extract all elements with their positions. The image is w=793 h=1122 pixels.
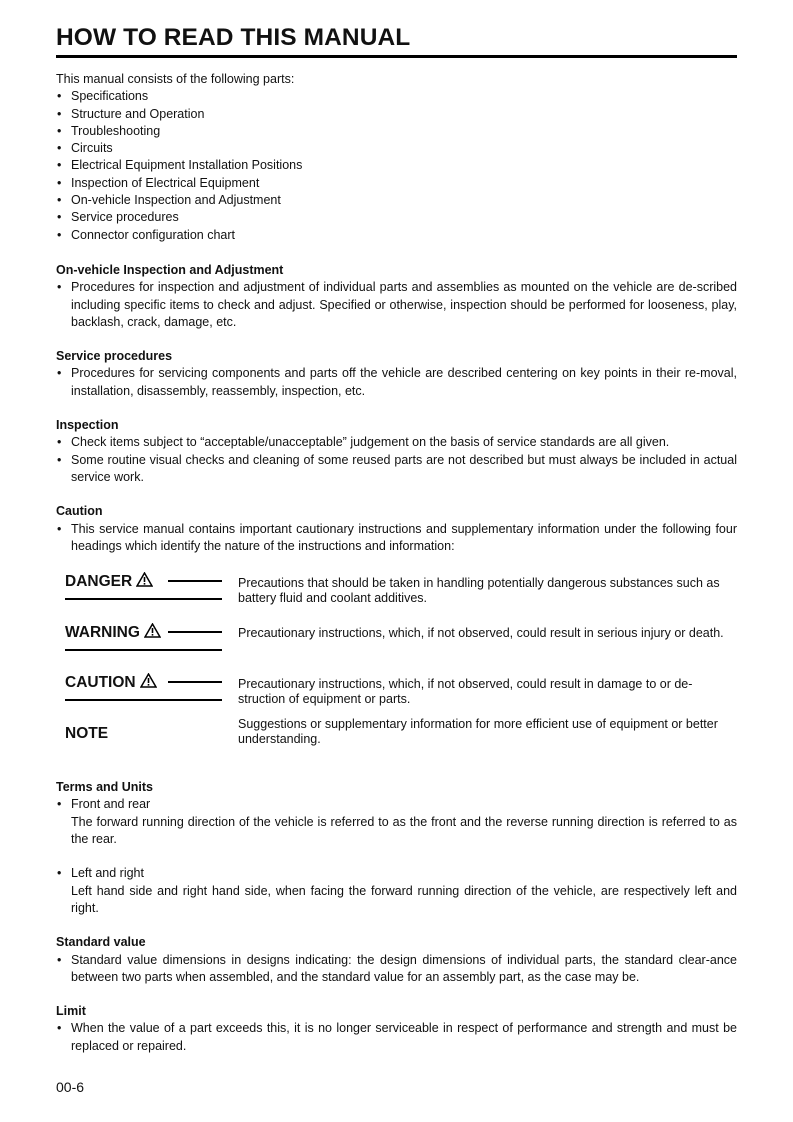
page-title: HOW TO READ THIS MANUAL: [56, 24, 411, 51]
warning-triangle-icon: [140, 673, 157, 688]
list-item: [56, 865, 737, 917]
note-description: Suggestions or supplementary information for more efficient use of equipment or better understanding.: [238, 717, 718, 747]
warning-label-text: WARNING: [65, 624, 140, 642]
section-heading-terms: Terms and Units: [56, 780, 154, 795]
section-heading-on-vehicle: On-vehicle Inspection and Adjustment: [56, 262, 284, 277]
list-item: • When the value of a part exceeds this, it is no longer serviceable in respect of performance and strength and must be replaced or repaired.: [56, 1020, 737, 1055]
list-item: • Some routine visual checks and cleaning of some reused parts are not described but must always be included in actual service work.: [56, 452, 737, 487]
list-item: [56, 796, 737, 865]
limit-list: [56, 1020, 737, 1055]
legend-rule: [65, 598, 222, 600]
danger-description: Precautions that should be taken in handling potentially dangerous substances such as battery fluid and coolant additives.: [238, 576, 720, 606]
page-number: 00-6: [56, 1079, 85, 1095]
list-item: • Electrical Equipment Installation Positions: [56, 157, 737, 174]
legend-rule: [168, 681, 222, 683]
section-heading-standard: Standard value: [56, 935, 146, 950]
warning-description: Precautionary instructions, which, if not observed, could result in serious injury or death.: [238, 626, 724, 641]
list-item: • Inspection of Electrical Equipment: [56, 175, 737, 192]
legend-rule: [65, 699, 222, 701]
title-rule: [56, 55, 737, 58]
section-heading-service: Service procedures: [56, 349, 173, 364]
list-item: • Troubleshooting: [56, 123, 737, 140]
legend-rule: [65, 649, 222, 651]
page-content: [56, 71, 737, 1055]
list-item: • Procedures for servicing components and parts off the vehicle are described centering on key points in their re-moval, installation, disassembly, reassembly, inspection, etc.: [56, 365, 737, 400]
list-item: • Connector configuration chart: [56, 227, 737, 244]
term-text: Left hand side and right hand side, when facing the forward running direction of the vehicle, are respectively left and right.: [71, 883, 737, 915]
list-item: • Standard value dimensions in designs indicating: the design dimensions of individual parts, the standard clear-ance between two parts when assembled, and the standard value for an assembly part, as the case may be.: [56, 952, 737, 987]
warning-triangle-icon: [136, 572, 153, 587]
danger-label: [65, 572, 153, 590]
note-label: NOTE: [65, 725, 109, 743]
list-item: • Specifications: [56, 88, 737, 105]
caution-list: [56, 521, 737, 556]
caution-description: Precautionary instructions, which, if not observed, could result in damage to or de-struction of equipment or parts.: [238, 677, 693, 707]
standard-list: [56, 952, 737, 987]
term-label: • Front and rear: [71, 797, 151, 812]
on-vehicle-list: [56, 279, 737, 331]
danger-label-text: DANGER: [65, 573, 133, 591]
section-heading-limit: Limit: [56, 1004, 86, 1019]
intro-text: This manual consists of the following parts:: [56, 72, 295, 86]
caution-label-text: CAUTION: [65, 674, 136, 692]
list-item: • Procedures for inspection and adjustment of individual parts and assemblies as mounted on the vehicle are de-scribed including specific items to check and adjust. Specified or otherwise, inspection should be performed for looseness, play, backlash, crack, damage, etc.: [56, 279, 737, 331]
list-item: • Service procedures: [56, 209, 737, 226]
terms-list: [56, 796, 737, 917]
term-label: • Left and right: [71, 866, 144, 881]
term-text: The forward running direction of the vehicle is referred to as the front and the reverse running direction is referred to as the rear.: [71, 814, 737, 847]
warning-label: [65, 623, 161, 641]
legend-rule: [168, 631, 222, 633]
notice-legend: [56, 564, 737, 759]
inspection-list: [56, 434, 737, 486]
list-item: • Check items subject to “acceptable/unacceptable” judgement on the basis of service standards are all given.: [56, 434, 737, 451]
service-list: [56, 365, 737, 400]
list-item: • This service manual contains important cautionary instructions and supplementary information under the following four headings which identify the nature of the instructions and information:: [56, 521, 737, 556]
section-heading-inspection: Inspection: [56, 418, 119, 433]
list-item: • Circuits: [56, 140, 737, 157]
term-gap: [71, 848, 737, 865]
parts-list: [56, 88, 737, 244]
section-heading-caution: Caution: [56, 504, 103, 519]
caution-label: [65, 673, 157, 691]
warning-triangle-icon: [144, 623, 161, 638]
list-item: • On-vehicle Inspection and Adjustment: [56, 192, 737, 209]
list-item: • Structure and Operation: [56, 106, 737, 123]
legend-rule: [168, 580, 222, 582]
